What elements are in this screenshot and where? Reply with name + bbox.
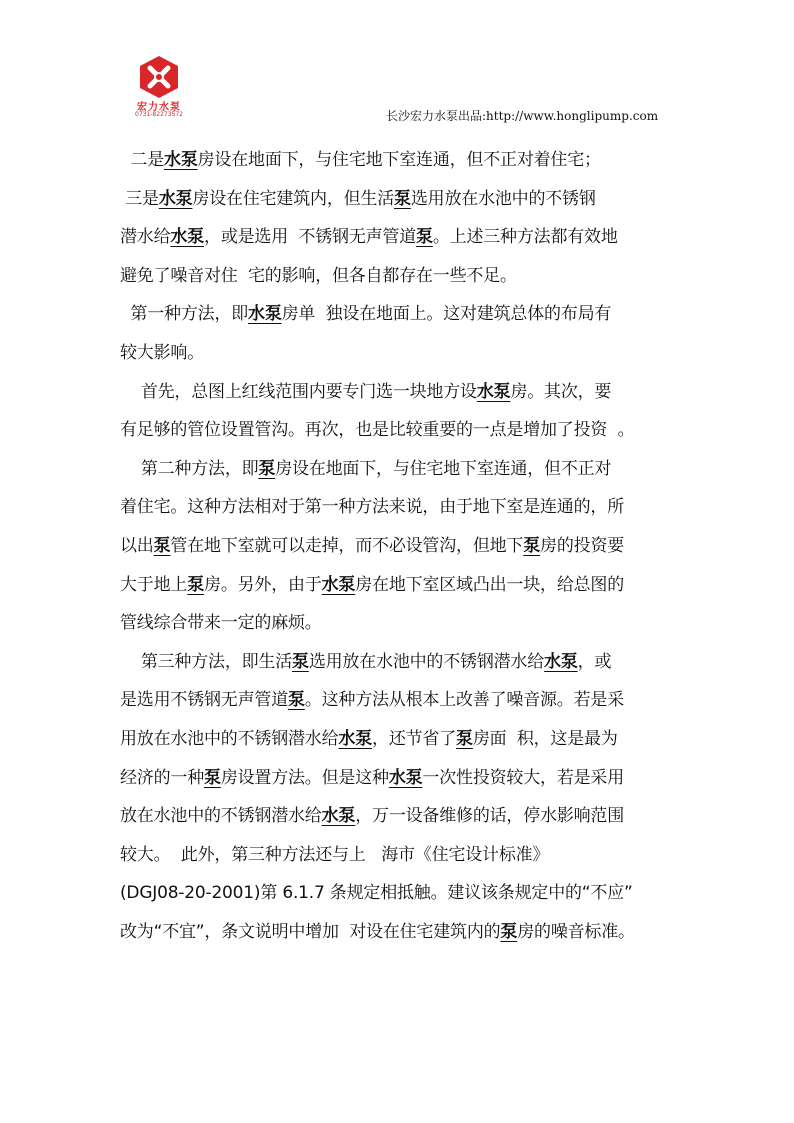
line-text-segment: 以出 <box>120 535 154 556</box>
pump-keyword: 泵 <box>187 574 205 595</box>
body-text-line <box>120 257 680 296</box>
line-text-segment: ，或是选用 不锈钢无声管道 <box>204 227 417 248</box>
line-text-segment: 较大。 此外，第三种方法还与上 海市《住宅设计标准》 <box>120 844 550 865</box>
body-text-line <box>120 566 680 605</box>
body-text-line <box>120 334 680 373</box>
line-text-segment: 放在水池中的不锈钢潜水给 <box>120 806 322 827</box>
pump-keyword: 泵 <box>500 921 518 942</box>
body-text-line <box>120 720 680 759</box>
line-text-segment: ，或 <box>577 651 612 672</box>
body-text-line <box>120 759 680 798</box>
line-text-segment: 。上述三种方法都有效地 <box>432 227 618 248</box>
pump-keyword: 泵 <box>394 188 411 209</box>
line-text-segment: 选用放在水池中的不锈钢 <box>410 188 596 209</box>
line-text-segment: 经济的一种 <box>120 767 204 788</box>
body-text-line <box>120 797 680 836</box>
pump-keyword: 水泵 <box>321 574 356 595</box>
pump-keyword: 水泵 <box>164 150 198 170</box>
body-text-line <box>120 411 680 450</box>
line-text-segment: 是选用不锈钢无声管道 <box>120 690 288 711</box>
body-text-line <box>120 913 680 952</box>
line-text-segment: 房。其次，要 <box>510 381 612 402</box>
line-text-segment: 选用放在水池中的不锈钢潜水给 <box>308 651 545 672</box>
line-text-segment: 大于地上 <box>120 574 188 595</box>
pump-keyword: 泵 <box>204 767 221 788</box>
body-text-line <box>120 373 680 412</box>
pump-keyword: 泵 <box>523 535 541 556</box>
line-text-segment: 二是 <box>120 150 165 170</box>
line-text-segment: ，万一设备维修的话，停水影响范围 <box>355 806 625 827</box>
line-text-segment: 房设在地面下，与住宅地下室连通，但不正对着住宅； <box>197 150 601 170</box>
line-text-segment: 有足够的管位设置管沟。再次，也是比较重要的一点是增加了投资 。 <box>120 420 635 441</box>
body-text-line <box>120 836 680 875</box>
logo-company-name: 宏力水泵 <box>137 102 181 113</box>
line-text-segment: 第三种方法，即生活 <box>120 651 293 672</box>
body-text-line <box>120 450 680 489</box>
line-text-segment: (DGJ08-20-2001)第 6.1.7 条规定相抵触。建议该条规定中的“不应” <box>120 883 633 904</box>
logo-phone-number: 0731-82273572 <box>135 111 183 118</box>
line-text-segment: 房。另外，由于 <box>204 574 322 595</box>
body-text-line <box>120 527 680 566</box>
line-text-segment: 第二种方法，即 <box>120 458 259 479</box>
body-text-line <box>120 218 680 257</box>
document-body <box>120 141 680 951</box>
pump-keyword: 泵 <box>258 458 276 479</box>
line-text-segment: 改为“不宜”，条文说明中增加 对设在住宅建筑内的 <box>120 921 501 942</box>
pump-keyword: 水泵 <box>321 806 356 827</box>
line-text-segment: 用放在水池中的不锈钢潜水给 <box>120 728 339 749</box>
line-text-segment: 着住宅。这种方法相对于第一种方法来说，由于地下室是连通的，所 <box>120 497 624 518</box>
pump-keyword: 水泵 <box>248 304 282 325</box>
line-text-segment: 较大影响。 <box>120 342 204 363</box>
pump-keyword: 水泵 <box>158 188 193 209</box>
hexagon-logo-icon <box>126 54 192 100</box>
line-text-segment: ，还节省了 <box>372 728 457 749</box>
body-text-line <box>120 488 680 527</box>
pump-keyword: 泵 <box>416 227 433 248</box>
line-text-segment: 第一种方法，即 <box>120 304 249 325</box>
line-text-segment: 房设在地面下，与住宅地下室连通，但不正对 <box>275 458 612 479</box>
line-text-segment: 房单 独设在地面上。这对建筑总体的布局有 <box>281 304 612 325</box>
line-text-segment: 房在地下室区域凸出一块，给总图的 <box>355 574 625 595</box>
pump-keyword: 水泵 <box>544 651 578 672</box>
pump-keyword: 水泵 <box>476 381 511 402</box>
pump-keyword: 泵 <box>292 651 309 672</box>
line-text-segment: 避免了噪音对住 宅的影响，但各自都存在一些不足。 <box>120 265 517 286</box>
line-text-segment: 房面 积，这是最为 <box>472 728 618 749</box>
pump-keyword: 水泵 <box>338 728 373 749</box>
line-text-segment: 首先，总图上红线范围内要专门选一块地方设 <box>120 381 477 402</box>
header-source-line: 长沙宏力水泵出品:http://www.honglipump.com <box>386 109 659 123</box>
pump-keyword: 泵 <box>456 728 473 749</box>
pump-keyword: 泵 <box>288 690 305 711</box>
body-text-line <box>120 874 680 913</box>
pump-keyword: 泵 <box>153 535 171 556</box>
line-text-segment: 房的投资要 <box>540 535 625 556</box>
line-text-segment: 一次性投资较大，若是采用 <box>422 767 625 788</box>
body-text-line <box>120 180 680 219</box>
line-text-segment: 。这种方法从根本上改善了噪音源。若是采 <box>304 690 625 711</box>
line-text-segment: 房设置方法。但是这种 <box>220 767 389 788</box>
body-text-line <box>120 295 680 334</box>
line-text-segment: 管线综合带来一定的麻烦。 <box>120 613 322 634</box>
line-text-segment: 房设在住宅建筑内，但生活 <box>192 188 395 209</box>
body-text-line <box>120 604 680 643</box>
line-text-segment: 三是 <box>120 188 159 209</box>
company-logo <box>126 54 192 124</box>
line-text-segment: 管在地下室就可以走掉，而不必设管沟，但地下 <box>170 535 524 556</box>
pump-keyword: 水泵 <box>170 227 205 248</box>
body-text-line <box>120 681 680 720</box>
body-text-line <box>120 643 680 682</box>
line-text-segment: 房的噪音标准。 <box>517 921 635 942</box>
body-text-line <box>120 141 680 180</box>
line-text-segment: 潜水给 <box>120 227 171 248</box>
pump-keyword: 水泵 <box>388 767 423 788</box>
